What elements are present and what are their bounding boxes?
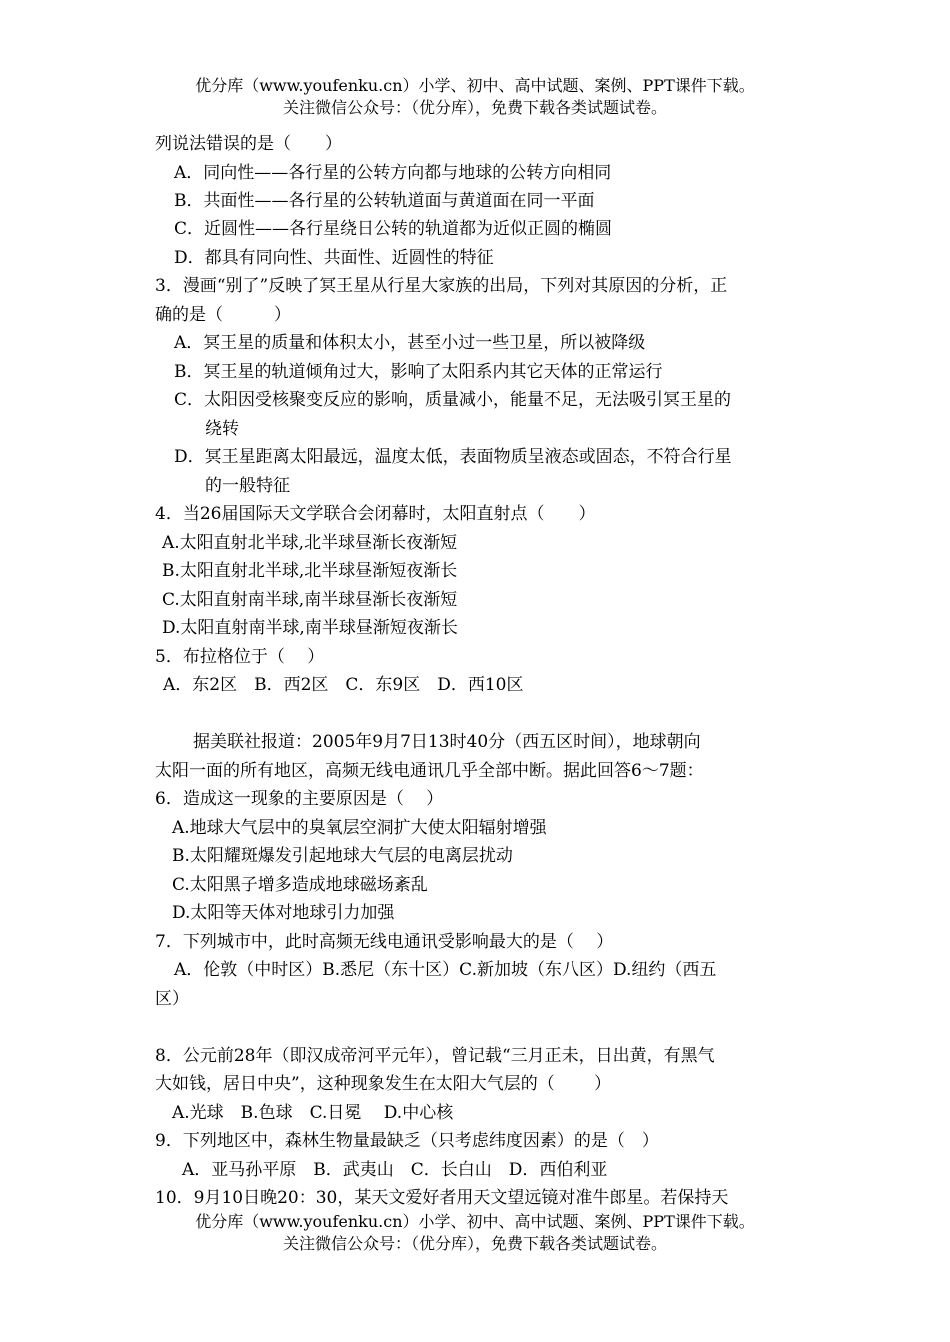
question-4-option-c: C.太阳直射南半球,南半球昼渐长夜渐短 xyxy=(162,590,458,610)
question-2-option-c: C．近圆性——各行星绕日公转的轨道都为近似正圆的椭圆 xyxy=(174,219,613,239)
question-7-options-cont: 区） xyxy=(155,989,189,1009)
footer-line-1: 优分库（www.youfenku.cn）小学、初中、高中试题、案例、PPT课件下载。 xyxy=(195,1212,755,1231)
question-6-option-c: C.太阳黑子增多造成地球磁场紊乱 xyxy=(172,875,428,895)
question-6-option-d: D.太阳等天体对地球引力加强 xyxy=(172,903,395,923)
question-6-option-b: B.太阳耀斑爆发引起地球大气层的电离层扰动 xyxy=(172,846,513,866)
question-4-stem: 4．当26届国际天文学联合会闭幕时，太阳直射点（ ） xyxy=(155,504,596,524)
question-2-option-a: A．同向性——各行星的公转方向都与地球的公转方向相同 xyxy=(174,163,612,183)
question-10-stem: 10．9月10日晚20：30，某天文爱好者用天文望远镜对准牛郎星。若保持天 xyxy=(155,1188,729,1208)
passage-line-1: 据美联社报道：2005年9月7日13时40分（西五区时间），地球朝向 xyxy=(193,732,701,752)
question-3-option-a: A．冥王星的质量和体积太小，甚至小过一些卫星，所以被降级 xyxy=(174,333,646,353)
question-8-stem: 8．公元前28年（即汉成帝河平元年），曾记载“三月正未，日出黄，有黑气 xyxy=(155,1046,715,1066)
question-4-option-a: A.太阳直射北半球,北半球昼渐长夜渐短 xyxy=(162,533,458,553)
question-3-option-d-cont: 的一般特征 xyxy=(205,476,290,496)
question-8-options: A.光球 B.色球 C.日冕 D.中心核 xyxy=(172,1103,454,1123)
question-3-option-b: B．冥王星的轨道倾角过大，影响了太阳系内其它天体的正常运行 xyxy=(174,362,663,382)
question-3-option-d: D．冥王星距离太阳最远，温度太低，表面物质呈液态或固态，不符合行星 xyxy=(174,447,732,467)
question-7-stem: 7．下列城市中，此时高频无线电通讯受影响最大的是（ ） xyxy=(155,932,614,952)
question-7-options: A．伦敦（中时区）B.悉尼（东十区）C.新加坡（东八区）D.纽约（西五 xyxy=(174,960,717,980)
question-2-option-d: D．都具有同向性、共面性、近圆性的特征 xyxy=(174,248,494,268)
question-6-option-a: A.地球大气层中的臭氧层空洞扩大使太阳辐射增强 xyxy=(172,818,547,838)
header-line-2: 关注微信公众号：（优分库），免费下载各类试题试卷。 xyxy=(282,98,667,117)
question-4-option-d: D.太阳直射南半球,南半球昼渐短夜渐长 xyxy=(162,618,458,638)
question-3-stem-cont: 确的是（ ） xyxy=(155,305,291,325)
passage-line-2: 太阳一面的所有地区，高频无线电通讯几乎全部中断。据此回答6～7题： xyxy=(155,761,704,781)
question-5-stem: 5．布拉格位于（ ） xyxy=(155,647,325,667)
footer-line-2: 关注微信公众号：（优分库），免费下载各类试题试卷。 xyxy=(282,1234,667,1253)
question-8-stem-cont: 大如钱，居日中央”，这种现象发生在太阳大气层的（ ） xyxy=(155,1074,612,1094)
question-4-option-b: B.太阳直射北半球,北半球昼渐短夜渐长 xyxy=(162,561,458,581)
question-6-stem: 6．造成这一现象的主要原因是（ ） xyxy=(155,789,444,809)
question-5-options: A．东2区 B．西2区 C．东9区 D．西10区 xyxy=(163,675,524,695)
question-9-stem: 9．下列地区中，森林生物量最缺乏（只考虑纬度因素）的是（ ） xyxy=(155,1131,659,1151)
question-2-stem-tail: 列说法错误的是（ ） xyxy=(155,134,342,154)
question-3-stem: 3．漫画“别了”反映了冥王星从行星大家族的出局，下列对其原因的分析，正 xyxy=(155,276,728,296)
question-3-option-c-cont: 绕转 xyxy=(205,419,239,439)
header-line-1: 优分库（www.youfenku.cn）小学、初中、高中试题、案例、PPT课件下载。 xyxy=(195,76,755,95)
question-9-options: A．亚马孙平原 B．武夷山 C．长白山 D．西伯利亚 xyxy=(182,1160,608,1180)
question-3-option-c: C．太阳因受核聚变反应的影响，质量减小，能量不足，无法吸引冥王星的 xyxy=(174,390,732,410)
question-2-option-b: B．共面性——各行星的公转轨道面与黄道面在同一平面 xyxy=(174,191,595,211)
